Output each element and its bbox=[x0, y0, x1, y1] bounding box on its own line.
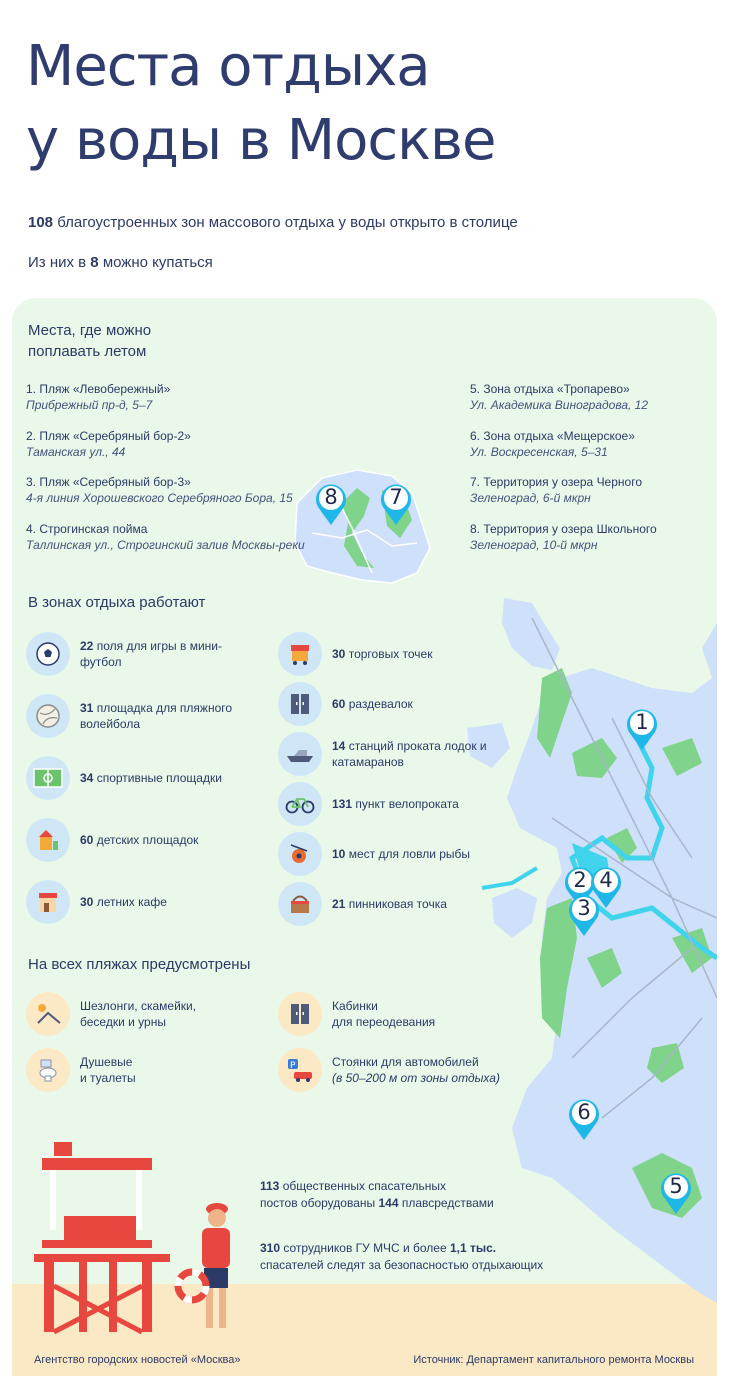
works-section-title: В зонах отдыха работают bbox=[28, 594, 206, 611]
beach-item bbox=[26, 1048, 260, 1092]
place-item bbox=[470, 381, 717, 413]
stat-item bbox=[278, 832, 512, 876]
pin-label: 2 bbox=[573, 868, 587, 892]
swim-title-line2: поплавать летом bbox=[28, 343, 147, 360]
boats-number: 144 bbox=[378, 1196, 399, 1210]
stat-item bbox=[278, 732, 512, 776]
stat-label: поля для игры в мини-футбол bbox=[80, 639, 222, 669]
swim-section-title bbox=[28, 320, 151, 362]
beach-item-line1: Кабинки bbox=[332, 999, 378, 1013]
swim-count: 8 bbox=[90, 254, 99, 271]
pin-label: 6 bbox=[577, 1100, 591, 1124]
beach-item bbox=[278, 1048, 552, 1092]
place-address: Зеленоград, 10-й мкрн bbox=[470, 538, 598, 552]
beach-item-line2: (в 50–200 м от зоны отдыха) bbox=[332, 1071, 500, 1085]
place-item bbox=[26, 381, 326, 413]
stat-item bbox=[26, 818, 260, 862]
stat-number: 31 bbox=[80, 701, 94, 715]
stat-number: 21 bbox=[332, 897, 346, 911]
map-pin-7[interactable] bbox=[379, 481, 413, 525]
stat-label: летних кафе bbox=[96, 895, 167, 909]
boats-text: плавсредствами bbox=[401, 1196, 494, 1210]
place-address: Зеленоград, 6-й мкрн bbox=[470, 491, 591, 505]
place-name: 2. Пляж «Серебряный бор-2» bbox=[26, 429, 191, 443]
pin-label: 3 bbox=[577, 896, 591, 920]
staff-number2: 1,1 тыс. bbox=[449, 1241, 497, 1255]
beach-section-title: На всех пляжах предусмотрены bbox=[28, 956, 251, 973]
posts-text1: общественных спасательных bbox=[282, 1179, 447, 1193]
stat-number: 60 bbox=[80, 833, 94, 847]
pin-label: 4 bbox=[599, 868, 613, 892]
stat-label: раздевалок bbox=[348, 697, 413, 711]
zones-summary bbox=[28, 214, 518, 231]
posts-number: 113 bbox=[260, 1179, 280, 1193]
pin-label: 8 bbox=[324, 485, 338, 509]
map-pin-5[interactable] bbox=[659, 1170, 693, 1214]
stat-number: 131 bbox=[332, 797, 353, 811]
stat-label: пункт велопроката bbox=[355, 797, 459, 811]
stat-number: 10 bbox=[332, 847, 346, 861]
swim-title-line1: Места, где можно bbox=[28, 322, 152, 339]
beach-item-line2: беседки и урны bbox=[80, 1015, 166, 1029]
place-item bbox=[26, 474, 326, 506]
zones-text: благоустроенных зон массового отдыха у воды открыто в столице bbox=[57, 214, 518, 231]
changing-cabin-icon bbox=[278, 992, 322, 1036]
beach-item-line2: и туалеты bbox=[80, 1071, 136, 1085]
fishing-icon bbox=[278, 832, 322, 876]
boat-icon bbox=[278, 732, 322, 776]
title-line-1: Места отдыха bbox=[26, 34, 430, 99]
staff-text1: сотрудников ГУ МЧС и более bbox=[283, 1241, 447, 1255]
locker-icon bbox=[278, 682, 322, 726]
place-name: 1. Пляж «Левобережный» bbox=[26, 382, 171, 396]
stat-item bbox=[278, 882, 512, 926]
sunbed-icon bbox=[26, 992, 70, 1036]
stat-label: торговых точек bbox=[348, 647, 433, 661]
kiosk-icon bbox=[278, 632, 322, 676]
stat-item bbox=[26, 880, 260, 924]
stat-number: 14 bbox=[332, 739, 346, 753]
stat-item bbox=[26, 632, 260, 676]
stat-item bbox=[278, 632, 512, 676]
stat-label: мест для ловли рыбы bbox=[348, 847, 471, 861]
place-address: Таллинская ул., Строгинский залив Москвы-реки bbox=[26, 538, 305, 552]
rescue-staff-text bbox=[260, 1240, 560, 1274]
cafe-icon bbox=[26, 880, 70, 924]
stat-item bbox=[26, 694, 260, 738]
place-name: 3. Пляж «Серебряный бор-3» bbox=[26, 475, 191, 489]
pin-label: 5 bbox=[669, 1174, 683, 1198]
lifeguard-tower-illustration bbox=[24, 1136, 234, 1336]
pin-label: 7 bbox=[389, 485, 403, 509]
stat-label: детских площадок bbox=[96, 833, 199, 847]
sport-field-icon bbox=[26, 756, 70, 800]
swim-summary bbox=[28, 254, 213, 271]
posts-text2: постов оборудованы bbox=[260, 1196, 376, 1210]
zones-count: 108 bbox=[28, 214, 54, 231]
stat-number: 30 bbox=[80, 895, 94, 909]
agency-credit: Агентство городских новостей «Москва» bbox=[34, 1354, 241, 1366]
place-name: 6. Зона отдыха «Мещерское» bbox=[470, 429, 635, 443]
stat-number: 60 bbox=[332, 697, 346, 711]
pin-label: 1 bbox=[635, 710, 649, 734]
stat-label: площадка для пляжного волейбола bbox=[80, 701, 233, 731]
soccer-ball-icon bbox=[26, 632, 70, 676]
staff-number: 310 bbox=[260, 1241, 281, 1255]
map-pin-8[interactable] bbox=[314, 481, 348, 525]
place-name: 8. Территория у озера Школьного bbox=[470, 522, 657, 536]
beach-item bbox=[278, 992, 512, 1036]
parking-icon bbox=[278, 1048, 322, 1092]
stat-number: 34 bbox=[80, 771, 94, 785]
place-address: Ул. Академика Виноградова, 12 bbox=[470, 398, 649, 412]
beach-item bbox=[26, 992, 260, 1036]
place-item bbox=[26, 428, 326, 460]
stat-number: 30 bbox=[332, 647, 346, 661]
place-address: Ул. Воскресенская, 5–31 bbox=[470, 445, 608, 459]
beach-item-line1: Душевые bbox=[80, 1055, 133, 1069]
place-item bbox=[470, 521, 717, 553]
map-pin-3[interactable] bbox=[567, 892, 601, 936]
place-name: 5. Зона отдыха «Тропарево» bbox=[470, 382, 630, 396]
bicycle-icon bbox=[278, 782, 322, 826]
stat-label: пинниковая точка bbox=[348, 897, 447, 911]
picnic-basket-icon bbox=[278, 882, 322, 926]
beach-item-line2: для переодевания bbox=[332, 1015, 436, 1029]
playground-icon bbox=[26, 818, 70, 862]
stat-label: станций проката лодок и катамаранов bbox=[332, 739, 487, 769]
stat-item bbox=[278, 782, 512, 826]
volleyball-icon bbox=[26, 694, 70, 738]
beach-item-line1: Шезлонги, скамейки, bbox=[80, 999, 197, 1013]
place-address: Прибрежный пр-д, 5–7 bbox=[26, 398, 153, 412]
map-pin-6[interactable] bbox=[567, 1096, 601, 1140]
rescue-posts-text bbox=[260, 1178, 540, 1212]
swim-suffix: можно купаться bbox=[102, 254, 213, 271]
map-pin-1[interactable] bbox=[625, 706, 659, 750]
place-item bbox=[470, 428, 717, 460]
info-panel bbox=[12, 298, 717, 1376]
svg-text:P: P bbox=[290, 1061, 296, 1071]
staff-text2: спасателей следят за безопасностью отдыхающих bbox=[260, 1258, 544, 1272]
beach-item-line1: Стоянки для автомобилей bbox=[332, 1055, 479, 1069]
place-item bbox=[26, 521, 326, 553]
stat-item bbox=[26, 756, 260, 800]
place-item bbox=[470, 474, 717, 506]
page-title bbox=[26, 30, 706, 178]
stat-number: 22 bbox=[80, 639, 94, 653]
toilet-icon bbox=[26, 1048, 70, 1092]
stat-label: спортивные площадки bbox=[96, 771, 222, 785]
place-address: 4-я линия Хорошевского Серебряного Бора, 15 bbox=[26, 491, 293, 505]
source-credit: Источник: Департамент капитального ремонта Москвы bbox=[413, 1354, 694, 1366]
place-name: 7. Территория у озера Черного bbox=[470, 475, 642, 489]
title-line-2: у воды в Москве bbox=[26, 108, 496, 173]
place-name: 4. Строгинская пойма bbox=[26, 522, 148, 536]
swim-prefix: Из них в bbox=[28, 254, 87, 271]
stat-item bbox=[278, 682, 512, 726]
place-address: Таманская ул., 44 bbox=[26, 445, 126, 459]
